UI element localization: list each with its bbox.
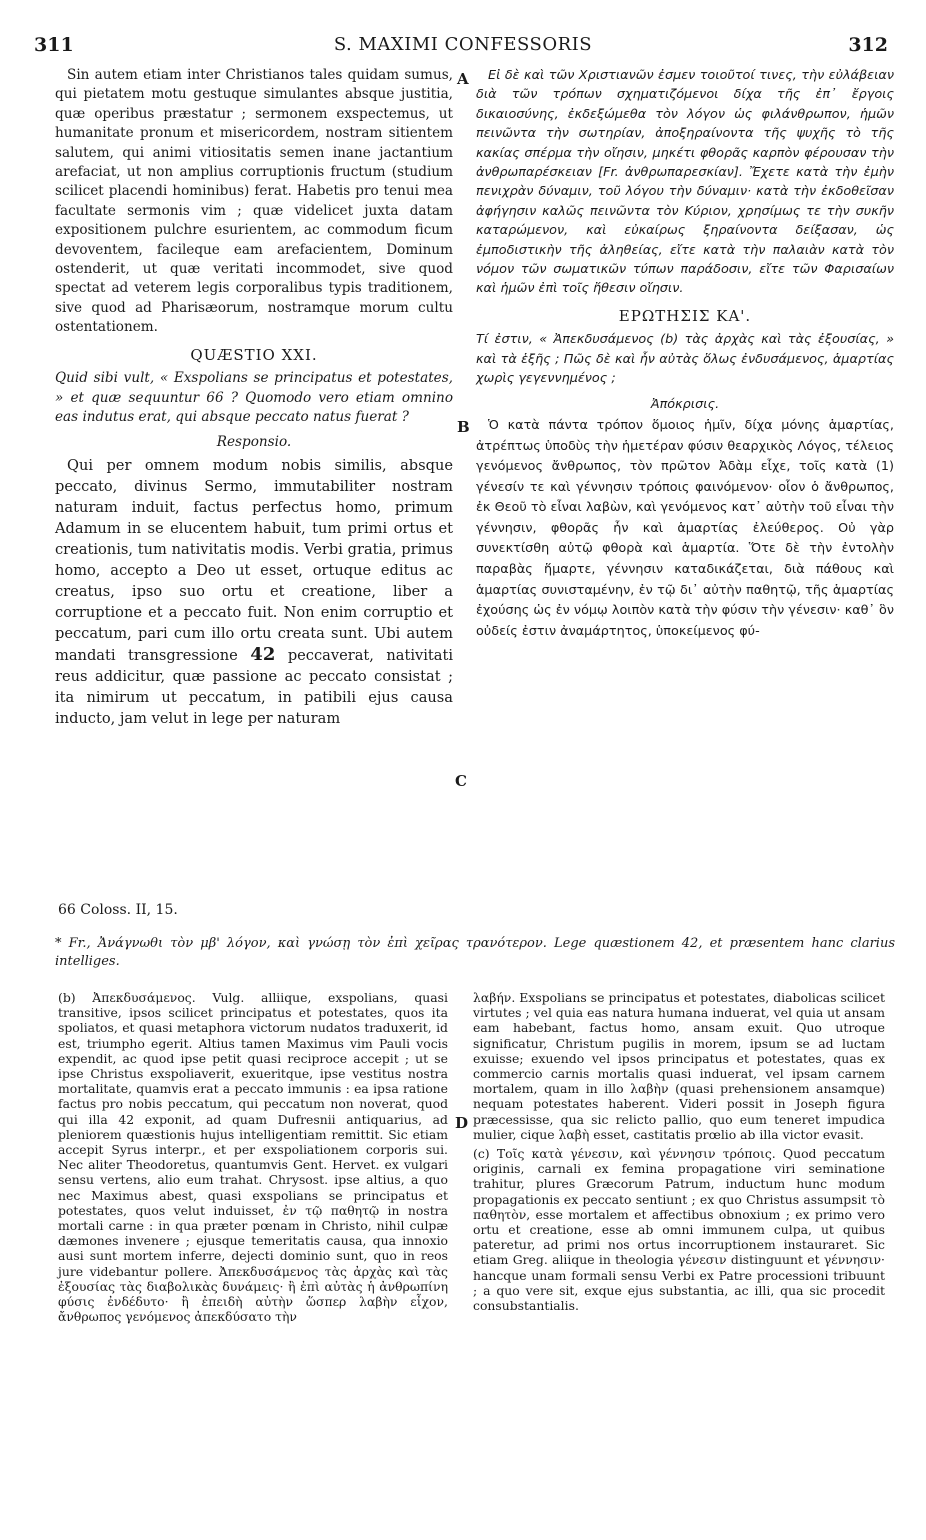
latin-answer-part-a: Qui per omnem modum nobis similis, absque peccato, divinus Sermo, immutabiliter nostram naturam induit, factus perfectus homo, primum Adamum in se elucentem habuit, tum primi ortus et creationis, tum nativitatis modis. Verbi gratia, primus homo, accepto a Deo ut esset, ortuque editus ac creatus, ipso suo ortu et creatione, liber a corruptione et a peccato fuit. Non enim corruptio et peccatum, pari cum illo ortu creata sunt. Ubi autem mandati transgressione xyxy=(55,456,453,664)
note-column-right xyxy=(473,990,885,1313)
greek-responsio-heading: Ἀπόκρισις. xyxy=(650,396,720,412)
latin-responsio-heading: Responsio. xyxy=(216,434,292,451)
latin-answer-paragraph xyxy=(55,455,453,729)
latin-intro-paragraph: Sin autem etiam inter Christianos tales quidam sumus, qui pietatem motu gestuque simulantes absque justitia, quæ operibus præstatur ; sermonem exspectemus, ut humanitate pronum et misericordem, nostram sitientem salutem, qui animi vitiositatis semen inane jactantium arefaciat, ut non amplius corruptionis fructum (studium scilicet placendi hominibus) ferat. Habetis pro tenui mea facultate sermonis vim ; quæ videlicet juxta datam expositionem pulchre esurientem, ac commodum ficum devoventem, facileque eam arefacientem, Dominum ostenderit, ut quæ veritati incommodet, sive quod spectat ad veterem legis corporalibus typis traditionem, sive quod ad Pharisæorum, nostramque morum cultu ostentationem. xyxy=(55,67,453,336)
latin-answer-part-b: peccaverat, nativitati reus addicitur, quæ passione ac peccato consistat ; ita nimirum ut peccatum, in patibili ejus causa inducto, jam velut in lege per naturam xyxy=(55,646,454,727)
greek-intro-paragraph: Εἰ δὲ καὶ τῶν Χριστιανῶν ἐσμεν τοιοῦτοί τινες, τὴν εὐλάβειαν διὰ τῶν τρόπων σχηματιζόμενοι δίχα τῆς ἐπ᾽ ἔργοις δικαιοσύνης, ἐκδεξώμεθα τὸν λόγον ὡς φιλάνθρωπον, ἡμῶν πεινῶντα τὴν σωτηρίαν, ἀποξηραίνοντα τῆς ψυχῆς τὸ τῆς κακίας σπέρμα τὴν οἴησιν, μηκέτι φθορᾶς καρπὸν φέρουσαν τὴν ἀνθρωπαρέσκειαν [Fr. ἀνθρωπαρεσκίαν]. Ἔχετε κατὰ τὴν ἐμὴν πενιχρὰν δύναμιν, τοῦ λόγου τὴν δύναμιν· κατὰ τὴν ἐκδοθεῖσαν ἀφήγησιν καλῶς πεινῶντα τὸν Κύριον, χρησίμως τε τὴν συκῆν καταρώμενον, καὶ εὐκαίρως ξηραίνοντα δείξασαν, ὡς ἐμποδιστικὴν τῆς ἀληθείας, εἴτε κατὰ τὴν παλαιὰν κατὰ τὸν νόμον τῶν σωματικῶν τύπων παράδοσιν, εἴτε τῶν Φαρισαίων καὶ ἡμῶν ἐπὶ τοῖς ἤθεσιν οἴησιν. xyxy=(476,68,894,297)
note-c-paragraph: (c) Τοῖς κατὰ γένεσιν, καὶ γέννησιν τρόποις. Quod peccatum originis, carnali ex femina propagatione viri seminatione trahitur, plures Græcorum Patrum, inductum hunc modum propagationis ex peccato sentiunt ; ex quo Christus assumpsit τὸ παθητὸν, esse mortalem et affectibus obnoxium ; ex primo vero ortu et creatione, esse ab omni immunem culpa, ut quibus pateretur, ad primi nos ortus incorruptionem instauraret. Sic etiam Greg. aliique in theologia γένεσιν distinguunt et γέννησιν· hancque unam formali sensu Verbi ex Patre processioni tribuunt ; a quo vere sit, exque ejus substantia, ac illi, qua sic procedit consubstantialis. xyxy=(473,1146,885,1314)
greek-answer-paragraph: Ὁ κατὰ πάντα τρόπον ὅμοιος ἡμῖν, δίχα μόνης ἁμαρτίας, ἀτρέπτως ὑποδὺς τὴν ἡμετέραν φύσιν θεαρχικὸς Λόγος, τέλειος γενόμενος ἄνθρωπος, τὸν πρῶτον Ἀδὰμ εἶχε, τοῖς κατὰ (1) γένεσίν τε καὶ γέννησιν τρόποις φαινόμενον· οἷον ὁ ἄνθρωπος, ἐκ Θεοῦ τὸ εἶναι λαβὼν, καὶ γενόμενος κατ᾽ αὐτὴν τοῦ εἶναι τὴν γέννησιν, φθορᾶς ἦν καὶ ἁμαρτίας ἐλεύθερος. Οὐ γὰρ συνεκτίσθη αὐτῷ φθορὰ καὶ ἁμαρτία. Ὅτε δὲ τὴν ἐντολὴν παραβὰς ἥμαρτε, γέννησιν καταδικάζεται, διὰ πάθους καὶ ἁμαρτίας συνισταμένην, ἐν τῷ δι᾽ αὐτὴν παθητῷ, τῆς ἁμαρτίας ἐχούσης ὡς ἐν νόμῳ λοιπὸν κατὰ τὴν φύσιν τὴν γένεσιν· καθ᾽ ὃν οὐδείς ἐστιν ἀναμάρτητος, ὑποκείμενος φύ- xyxy=(476,417,894,639)
margin-marker-a: A xyxy=(457,70,469,88)
greek-question-text: Τί ἐστιν, « Ἀπεκδυσάμενος (b) τὰς ἀρχὰς καὶ τὰς ἐξουσίας, » καὶ τὰ ἑξῆς ; Πῶς δὲ καὶ ἦν αὐτὰς ὅλως ἐνδυσάμενος, ἁμαρτίας χωρὶς γεγεννημένος ; xyxy=(476,332,894,387)
note-right-continuation: λαβήν. Exspolians se principatus et potestates, diabolicas scilicet virtutes ; vel quia eas natura humana induerat, vel quia ut ansam eam habebant, factus homo, ansam exuit. Quo utroque significatur, Christum pugilis in morem, ipsum se ad luctam exuisse; exuendo vel ipsos principatus et potestates, quas ex commercio carnis mortalis quasi induerat, vel ipsam carnem mortalem, quam in illo λαβὴν (quasi prehensionem ansamque) nequam potestates haberent. Videri possit in Joseph figura præcessisse, qua sic relicto pallio, quo eum teneret impudica mulier, cique λαβὴ esset, castitatis prœlio ab illa victor evasit. xyxy=(473,990,885,1142)
column-number-42: 42 xyxy=(250,643,276,665)
editor-note-top: * Fr., Ἀνάγνωθι τὸν μβ' λόγον, καὶ γνώσῃ τὸν ἐπὶ χεῖρας τρανότερον. Lege quæstionem 42, et præsentem hanc clarius intelliges. xyxy=(55,936,895,969)
latin-question-text: Quid sibi vult, « Exspolians se principatus et potestates, » et quæ sequuntur 66 ? Quomodo vero etiam omnino eas indutus erat, qui absque peccato natus fuerat ? xyxy=(55,370,453,425)
margin-marker-b: B xyxy=(457,418,470,436)
page-number-left: 311 xyxy=(34,34,74,56)
latin-column xyxy=(55,66,453,729)
latin-question-heading: QUÆSTIO XXI. xyxy=(190,345,318,364)
greek-question-heading: ΕΡΩΤΗΣΙΣ ΚΑ'. xyxy=(618,306,752,325)
running-title: S. MAXIMI CONFESSORIS xyxy=(333,34,593,55)
margin-marker-d: D xyxy=(455,1114,469,1132)
margin-marker-c: C xyxy=(455,772,467,790)
page-number-right: 312 xyxy=(848,34,888,56)
page-header xyxy=(28,34,898,60)
scripture-footnote: 66 Coloss. II, 15. xyxy=(58,902,178,918)
note-column-left: (b) Ἀπεκδυσάμενος. Vulg. alliique, exspolians, quasi transitive, ipsos scilicet principatus et potestates, quos ita spoliatos, et quasi metaphora victorum nudatos traduxerit, id est, triumpho egerit. Altius tamen Maximus vim Pauli vocis expendit, ac quod ipse petit quasi reciproce accepit ; ut se ipse Christus exspoliaverit, exueritque, ipse vestitus nostra mortalitate, quamvis erat a peccato immunis : ea ipsa ratione factus pro nobis peccatum, qui peccatum non noverat, quod qui illa 42 exponit, ad quam Dufresnii antiquarius, ad pleniorem quæstionis hujus intelligentiam remittit. Sic etiam accepit Syrus interpr., et per exspoliationem corporis sui. Nec aliter Theodoretus, quantumvis Gent. Hervet. ex vulgari sensu vertens, alio eum trahat. Chrysost. ipse altius, a quo nec Maximus abest, quasi exspolians se principatus et potestates, quos velut induisset, ἐν τῷ παθητῷ in nostra mortali carne : in qua præter pœnam in Christo, nihil culpæ dæmones invenere ; ejusque temeritatis causa, qua innoxio ausi sunt mortem inferre, dejecti dominio sunt, quo in reos jure videbantur pollere. Ἀπεκδυσάμενος τὰς ἀρχὰς καὶ τὰς ἐξουσίας τὰς διαβολικὰς δυνάμεις· ἢ ἐπὶ αὐτὰς ἡ ἀνθρωπίνη φύσις ἐνδέδυτο· ἢ ἐπειδὴ αὐτὴν ὥσπερ λαβὴν εἶχον, ἄνθρωπος γενόμενος ἀπεκδύσατο τὴν xyxy=(58,990,448,1325)
greek-column xyxy=(476,66,894,642)
